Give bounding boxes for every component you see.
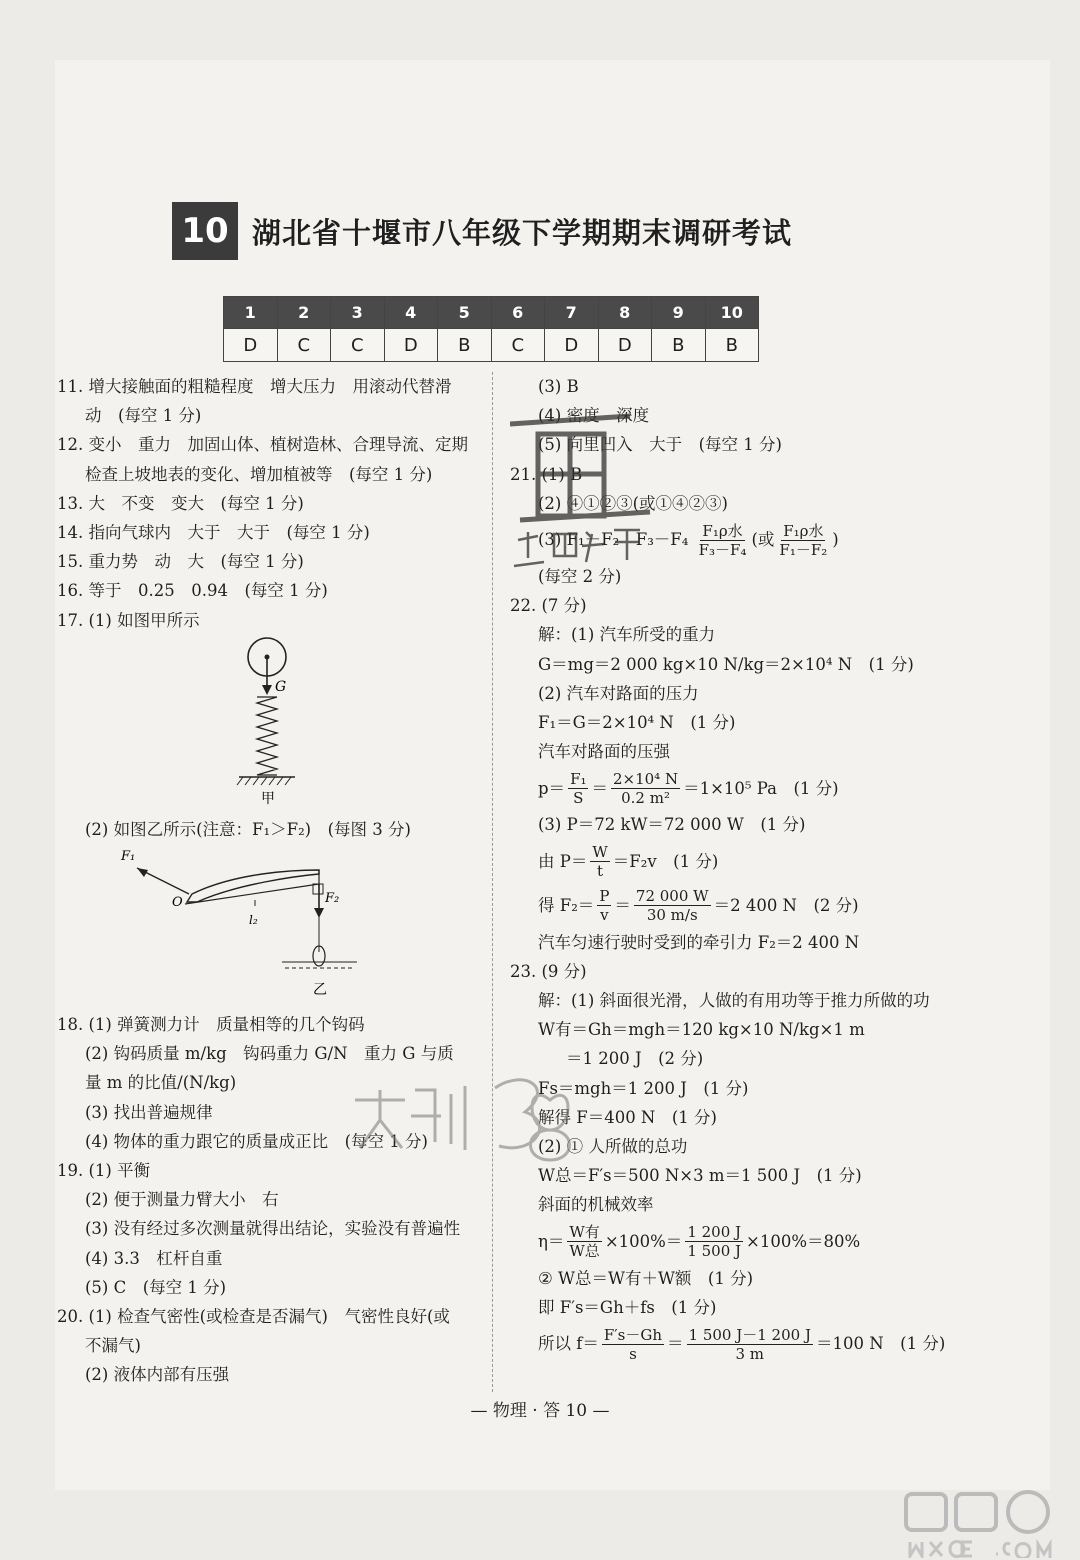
q19-line-2: (2) 便于测量力臂大小 右 bbox=[85, 1190, 279, 1210]
question-number-cell: 8 bbox=[598, 297, 652, 329]
q18-line-1: 18. (1) 弹簧测力计 质量相等的几个钩码 bbox=[57, 1015, 365, 1035]
r-line-29: ② W总＝W有＋W额 (1 分) bbox=[538, 1268, 754, 1288]
q12-line-1: 12. 变小 重力 加固山体、植树造林、合理导流、定期 bbox=[57, 435, 468, 455]
fraction: $\frac{F's-Gh}{s}$ bbox=[603, 1325, 663, 1363]
r-line-25: (2) ① 人所做的总功 bbox=[538, 1137, 688, 1157]
answer-cell: D bbox=[384, 329, 438, 362]
q15-line: 15. 重力势 动 大 (每空 1 分) bbox=[57, 552, 304, 572]
r-line-23: Fs＝mgh＝1 200 J (1 分) bbox=[538, 1078, 749, 1098]
question-number-cell: 4 bbox=[384, 297, 438, 329]
gravity-arrow bbox=[262, 685, 272, 695]
r-line-20: 解：(1) 斜面很光滑，人做的有用功等于推力所做的功 bbox=[538, 991, 930, 1011]
r-line-28: η＝ $\frac{\text{W有}}{\text{W总}}$ ×100%＝ $\frac{1 200 J}{1 500 J}$ ×100%＝80% bbox=[538, 1223, 861, 1261]
fraction: $\frac{P}{v}$ bbox=[599, 887, 610, 925]
r-line-13: 汽车对路面的压强 bbox=[538, 742, 670, 762]
q11-line-2: 动 (每空 1 分) bbox=[85, 406, 202, 426]
f1-arrow bbox=[137, 868, 148, 877]
answer-cell: B bbox=[652, 329, 706, 362]
answer-cell: D bbox=[224, 329, 278, 362]
answer-cell: C bbox=[491, 329, 545, 362]
answer-cell: C bbox=[277, 329, 331, 362]
page-footer: — 物理 · 答 10 — bbox=[470, 1401, 610, 1421]
r-line-14: p＝ $\frac{\text{F₁}}{S}$ ＝ $\frac{\text{2×10⁴ N}}{\text{0.2 m²}}$ ＝1×10⁵ Pa (1 分) bbox=[538, 769, 839, 807]
q18-line-2: (2) 钩码质量 m/kg 钩码重力 G/N 重力 G 与质 bbox=[85, 1044, 454, 1064]
left-column bbox=[57, 372, 485, 1390]
question-number-cell: 6 bbox=[491, 297, 545, 329]
section-header bbox=[172, 202, 792, 260]
r-line-31: 所以 f＝ $\frac{F's-Gh}{s}$ ＝ $\frac{1 500 J-1 200 J}{3 m}$ ＝100 N (1 分) bbox=[538, 1325, 946, 1363]
pivot-label: O bbox=[172, 895, 183, 911]
r-line-24: 解得 F＝400 N (1 分) bbox=[538, 1107, 717, 1127]
question-number-cell: 10 bbox=[705, 297, 759, 329]
r-line-4: 21. (1) B bbox=[510, 464, 583, 484]
r-line-7: (每空 2 分) bbox=[538, 567, 622, 587]
section-title: 湖北省十堰市八年级下学期期末调研考试 bbox=[252, 215, 793, 250]
r-line-26: W总＝F′s＝500 N×3 m＝1 500 J (1 分) bbox=[538, 1166, 862, 1186]
answer-cell: D bbox=[598, 329, 652, 362]
f2-label: F₂ bbox=[325, 891, 340, 907]
question-number-cell: 3 bbox=[331, 297, 385, 329]
spring-shape bbox=[257, 697, 277, 775]
q18-line-4: (3) 找出普遍规律 bbox=[85, 1102, 213, 1122]
publisher-logo-watermark bbox=[345, 1060, 605, 1170]
q16-line: 16. 等于 0.25 0.94 (每空 1 分) bbox=[57, 581, 328, 601]
q14-line: 14. 指向气球内 大于 大于 (每空 1 分) bbox=[57, 523, 370, 543]
q17-line-2: (2) 如图乙所示(注意：F₁＞F₂) (每图 3 分) bbox=[85, 819, 411, 839]
f2-arrow bbox=[314, 908, 324, 918]
question-number-cell: 2 bbox=[277, 297, 331, 329]
corner-site-logo bbox=[900, 1490, 1070, 1558]
answer-cell: B bbox=[438, 329, 492, 362]
fraction: $\frac{\text{F₁ρ水}}{\text{F₃－F₄}}$ bbox=[698, 521, 747, 559]
answer-cell: B bbox=[705, 329, 759, 362]
fishing-rod-shape bbox=[187, 870, 319, 902]
q20-line-1: 20. (1) 检查气密性(或检查是否漏气) 气密性良好(或 bbox=[57, 1307, 450, 1327]
r-line-2: (4) 密度 深度 bbox=[538, 406, 650, 426]
q19-line-5: (5) C (每空 1 分) bbox=[85, 1277, 227, 1297]
q20-line-3: (2) 液体内部有压强 bbox=[85, 1365, 230, 1385]
r-line-6: (3) F₁－F₂ F₃－F₄ $\frac{\text{F₁ρ水}}{\text{F₃－F₄}}$ (或 $\frac{\text{F₁ρ水}}{\text{F₁－F₂}}$ ) bbox=[538, 521, 839, 559]
question-number-cell: 9 bbox=[652, 297, 706, 329]
r-line-16: 由 P＝ $\frac{W}{t}$ ＝F₂v (1 分) bbox=[538, 843, 719, 881]
r-line-30: 即 F′s＝Gh＋fs (1 分) bbox=[538, 1297, 717, 1317]
q13-line: 13. 大 不变 变大 (每空 1 分) bbox=[57, 493, 304, 513]
question-number-cell: 1 bbox=[224, 297, 278, 329]
r-line-22: ＝1 200 J (2 分) bbox=[566, 1049, 704, 1069]
l2-label: l₂ bbox=[249, 913, 258, 928]
f1-label: F₁ bbox=[121, 849, 136, 865]
figure-yi-lever bbox=[57, 844, 485, 1010]
fraction: $\frac{1 500 J-1 200 J}{3 m}$ bbox=[688, 1325, 811, 1363]
document-stamp-watermark bbox=[510, 412, 660, 582]
answer-cell: C bbox=[331, 329, 385, 362]
r-line-15: (3) P＝72 kW＝72 000 W (1 分) bbox=[538, 815, 806, 835]
figure-yi-label: 乙 bbox=[313, 982, 327, 999]
column-divider bbox=[492, 372, 493, 1392]
gravity-label: G bbox=[275, 678, 287, 695]
answer-cell: D bbox=[545, 329, 599, 362]
q12-line-2: 检查上坡地表的变化、增加植被等 (每空 1 分) bbox=[85, 464, 433, 484]
r-line-8: 22. (7 分) bbox=[510, 596, 587, 616]
question-number-cell: 7 bbox=[545, 297, 599, 329]
answer-table bbox=[223, 296, 759, 362]
r-line-21: W有＝Gh＝mgh＝120 kg×10 N/kg×1 m bbox=[538, 1020, 865, 1040]
fraction: $\frac{W}{t}$ bbox=[592, 843, 608, 881]
q19-line-3: (3) 没有经过多次测量就得出结论，实验没有普遍性 bbox=[85, 1219, 461, 1239]
figure-jia-label: 甲 bbox=[261, 790, 275, 807]
q20-line-2: 不漏气) bbox=[85, 1336, 141, 1356]
r-line-19: 23. (9 分) bbox=[510, 961, 587, 981]
r-line-27: 斜面的机械效率 bbox=[538, 1195, 654, 1215]
r-line-10: G＝mg＝2 000 kg×10 N/kg＝2×10⁴ N (1 分) bbox=[538, 654, 914, 674]
r-line-9: 解：(1) 汽车所受的重力 bbox=[538, 625, 716, 645]
figure-jia-spring bbox=[57, 635, 485, 815]
fraction: $\frac{72 000 W}{30 m/s}$ bbox=[635, 887, 709, 925]
q18-line-3: 量 m 的比值/(N/kg) bbox=[85, 1073, 237, 1093]
q17-line-1: 17. (1) 如图甲所示 bbox=[57, 610, 200, 630]
answer-table-header-row bbox=[224, 297, 759, 329]
q18-line-5: (4) 物体的重力跟它的质量成正比 (每空 1 分) bbox=[85, 1131, 428, 1151]
q19-line-4: (4) 3.3 杠杆自重 bbox=[85, 1248, 223, 1268]
q19-line-1: 19. (1) 平衡 bbox=[57, 1161, 151, 1181]
section-number: 10 bbox=[172, 202, 238, 260]
r-line-3: (5) 向里凹入 大于 (每空 1 分) bbox=[538, 435, 782, 455]
fraction: $\frac{1 200 J}{1 500 J}$ bbox=[687, 1223, 742, 1261]
r-line-12: F₁＝G＝2×10⁴ N (1 分) bbox=[538, 713, 736, 733]
r-line-17: 得 F₂＝ $\frac{P}{v}$ ＝ $\frac{72 000 W}{30 m/s}$ ＝2 400 N (2 分) bbox=[538, 887, 859, 925]
answer-table-value-row bbox=[224, 329, 759, 362]
r-line-1: (3) B bbox=[538, 377, 579, 396]
r-line-5: (2) ④①②③(或①④②③) bbox=[538, 493, 728, 513]
r-line-18: 汽车匀速行驶时受到的牵引力 F₂＝2 400 N bbox=[538, 932, 860, 952]
fraction: $\frac{\text{W有}}{\text{W总}}$ bbox=[569, 1223, 600, 1261]
question-number-cell: 5 bbox=[438, 297, 492, 329]
fraction: $\frac{\text{2×10⁴ N}}{\text{0.2 m²}}$ bbox=[612, 769, 679, 807]
q11-line-1: 11. 增大接触面的粗糙程度 增大压力 用滚动代替滑 bbox=[57, 377, 452, 396]
fraction: $\frac{\text{F₁ρ水}}{\text{F₁－F₂}}$ bbox=[779, 521, 828, 559]
r-line-11: (2) 汽车对路面的压力 bbox=[538, 683, 699, 703]
fraction: $\frac{\text{F₁}}{S}$ bbox=[570, 769, 587, 807]
q21-3-text: (3) F₁－F₂ F₃－F₄ bbox=[538, 530, 689, 550]
